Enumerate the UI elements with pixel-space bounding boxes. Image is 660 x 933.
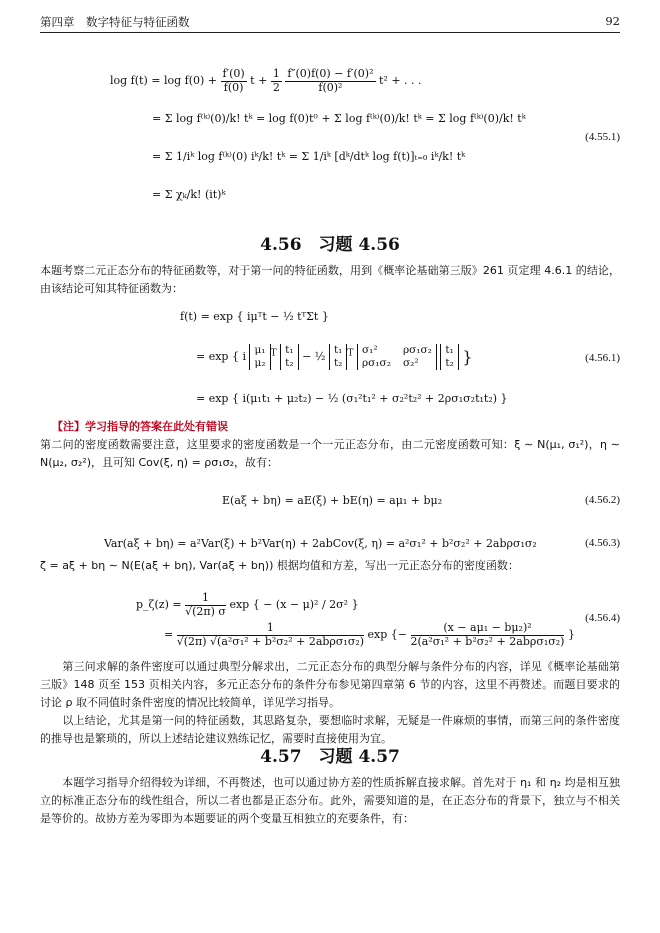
section-4-56-para3: ζ = aξ + bη ∼ N(E(aξ + bη), Var(aξ + bη)) 根据均值和方差，写出一元正态分布的密度函数：	[40, 559, 519, 572]
eq-text: log f(t) = log f(0) +	[110, 74, 218, 88]
frac-den: √(2π) σ	[185, 604, 226, 618]
matrix-cell: t₂	[445, 357, 454, 370]
frac-den: f(0)	[223, 80, 244, 94]
brace-close: }	[462, 347, 473, 367]
frac-den: √(2π) √(a²σ₁² + b²σ₂² + 2abρσ₁σ₂)	[176, 634, 365, 648]
matrix-cell: t₁	[333, 344, 343, 356]
section-4-56-para4: 第三问求解的条件密度可以通过典型分解求出，二元正态分布的典型分解与条件分布的内容，详见《概率论基础第三版》148 页至 153 页相关内容，多元正态分布的条件分布参见第四章第 6 节的内容，这里不再赘述。而题目要求的讨论 ρ 取不同值时条件密度的情况比较简单，详见学习指导。	[40, 660, 620, 709]
matrix-t	[280, 344, 298, 370]
eq-text: p_ζ(z) =	[136, 598, 182, 612]
frac-num: (x − aμ₁ − bμ₂)²	[411, 622, 565, 636]
eq-4-55-1-line3: = Σ 1/iᵏ log f⁽ᵏ⁾(0) iᵏ/k! tᵏ = Σ 1/iᵏ [dᵏ/dtᵏ log f(t)]ₜ₌₀ iᵏ/k! tᵏ	[152, 150, 466, 163]
eq-4-56-4-line1	[136, 592, 359, 618]
chapter-title: 第四章 数字特征与特征函数	[40, 15, 190, 29]
matrix-cell: σ₁²	[362, 344, 378, 356]
fraction	[411, 622, 565, 648]
frac-den: 2(a²σ₁² + b²σ₂² + 2abρσ₁σ₂)	[410, 634, 565, 648]
eq-4-56-3: Var(aξ + bη) = a²Var(ξ) + b²Var(η) + 2abCov(ξ, η) = a²σ₁² + b²σ₂² + 2abρσ₁σ₂	[104, 537, 537, 550]
matrix-cell: ρσ₁σ₂	[402, 344, 432, 356]
fraction	[177, 622, 364, 648]
eq-text: exp { − (x − μ)² / 2σ² }	[229, 598, 359, 612]
matrix-t	[329, 344, 347, 370]
matrix-mu	[249, 344, 270, 370]
eq-4-55-1-line2: = Σ log f⁽ᵏ⁾(0)/k! tᵏ = log f(0)t⁰ + Σ log f⁽ᵏ⁾(0)/k! tᵏ = Σ log f⁽ᵏ⁾(0)/k! tᵏ	[152, 112, 526, 125]
matrix-cell: ρσ₁σ₂	[362, 357, 391, 370]
fraction	[285, 68, 375, 94]
eq-4-55-1-line4: = Σ χₖ/k! (it)ᵏ	[152, 188, 226, 201]
frac-den: f(0)²	[318, 80, 343, 94]
error-note: 【注】学习指导的答案在此处有错误	[52, 420, 228, 433]
matrix-t	[440, 344, 458, 370]
eq-4-55-1-line1	[110, 68, 422, 94]
equation-number: (4.56.3)	[585, 537, 620, 549]
equation-number: (4.56.4)	[585, 612, 620, 624]
equation-number: (4.56.2)	[585, 494, 620, 506]
frac-num: 1	[272, 67, 280, 80]
fraction	[221, 68, 247, 94]
eq-text: =	[164, 628, 174, 642]
frac-num: 1	[185, 592, 226, 606]
eq-text: }	[567, 628, 575, 642]
matrix-cell: t₁	[285, 344, 294, 356]
equation-number: (4.56.1)	[585, 352, 620, 364]
frac-num: f″(0)f(0) − f′(0)²	[287, 67, 374, 80]
eq-text: − ½	[302, 350, 326, 364]
section-4-56-intro: 本题考察二元正态分布的特征函数等，对于第一问的特征函数，用到《概率论基础第三版》261 页定理 4.6.1 的结论，由该结论可知其特征函数为：	[40, 264, 620, 295]
eq-text: exp {−	[367, 628, 407, 642]
frac-num: 1	[177, 622, 364, 636]
matrix-cell: t₂	[285, 357, 294, 370]
section-title-4-56: 4.56 习题 4.56	[260, 235, 400, 255]
section-title-4-57: 4.57 习题 4.57	[260, 747, 400, 767]
eq-text: t +	[250, 74, 268, 88]
eq-text: t² + . . .	[379, 74, 422, 88]
eq-4-56-1-line1: f(t) = exp { iμᵀt − ½ tᵀΣt }	[180, 310, 329, 323]
matrix-sigma	[357, 344, 437, 370]
matrix-cell: μ₁	[254, 344, 266, 356]
section-4-56-para2: 第二问的密度函数需要注意，这里要求的密度函数是一个一元正态分布，由二元密度函数可知：ξ ∼ N(μ₁, σ₁²)，η ∼ N(μ₂, σ₂²)，且可知 Cov(ξ, η) = ρσ₁σ₂，故有：	[40, 438, 620, 469]
matrix-cell: μ₂	[254, 357, 266, 370]
page-header	[40, 12, 620, 32]
header-rule	[40, 32, 620, 33]
equation-number: (4.55.1)	[585, 131, 620, 143]
eq-4-56-2: E(aξ + bη) = aE(ξ) + bE(η) = aμ₁ + bμ₂	[222, 494, 443, 507]
frac-num: f′(0)	[222, 67, 245, 80]
section-4-57-para1: 本题学习指导介绍得较为详细，不再赘述，也可以通过协方差的性质拆解直接求解。首先对于 η₁ 和 η₂ 均是相互独立的标准正态分布的线性组合，所以二者也都是正态分布。此外，需要知道的是，在正态分布的背景下，独立与不相关是等价的。故协方差为零即为本题要证的两个变量互相独立的充要条件，有：	[40, 776, 620, 825]
frac-den: 2	[272, 80, 280, 94]
eq-text: = exp { i	[196, 350, 246, 364]
eq-4-56-1-line3: = exp { i(μ₁t₁ + μ₂t₂) − ½ (σ₁²t₁² + σ₂²t₂² + 2ρσ₁σ₂t₁t₂) }	[196, 392, 508, 405]
fraction	[185, 592, 226, 618]
page-number: 92	[605, 14, 620, 28]
matrix-cell: t₁	[445, 344, 454, 356]
eq-4-56-4-line2	[164, 622, 575, 648]
matrix-cell: t₂	[333, 357, 343, 370]
matrix-cell: σ₂²	[402, 357, 419, 370]
section-4-56-para5: 以上结论，尤其是第一问的特征函数，其思路复杂，要想临时求解，无疑是一件麻烦的事情，而第三问的条件密度的推导也是繁琐的，所以上述结论建议熟练记忆，需要时直接使用为宜。	[40, 714, 620, 745]
eq-4-56-1-line2: = exp { i μ₁ μ₂$^T$ t₁ t₂ − ½ t₁ t₂$^T$ σ₁² ρσ₁σ₂ ρσ₁σ₂ σ₂² t₁ t₂ }	[196, 344, 473, 370]
fraction	[271, 68, 282, 94]
